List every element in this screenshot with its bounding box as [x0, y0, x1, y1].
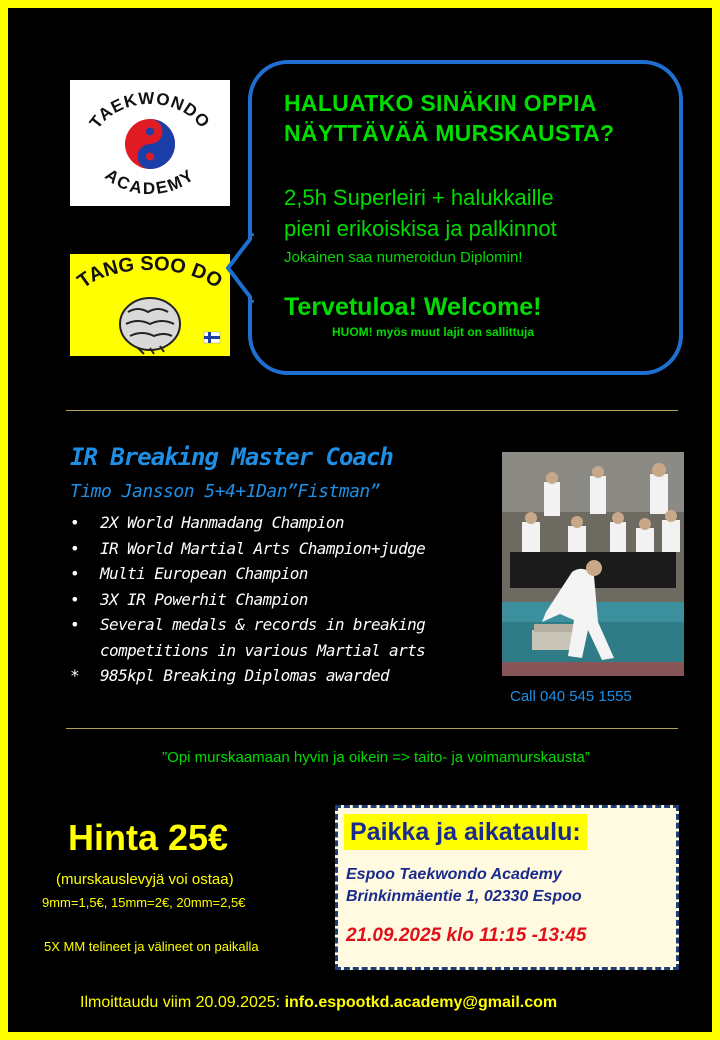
- coach-name: Timo Jansson 5+4+1Dan”Fistman”: [70, 481, 381, 502]
- list-item: [70, 638, 510, 664]
- other-styles-note: HUOM! myös muut lajit on sallittuja: [332, 325, 535, 339]
- headline-line-2: NÄYTTÄVÄÄ MURSKAUSTA?: [284, 120, 615, 146]
- logo-bottom-text: ACADEMY: [101, 165, 199, 199]
- list-item: [70, 510, 510, 536]
- divider-bottom: [66, 728, 678, 729]
- venue-name: Espoo Taekwondo Academy: [346, 866, 562, 883]
- achievement-text: Several medals & records in breaking: [100, 615, 426, 634]
- svg-text:ACADEMY: [102, 165, 199, 198]
- venue-address: Brinkinmäentie 1, 02330 Espoo: [346, 888, 582, 905]
- achievement-text: Multi European Champion: [100, 564, 308, 583]
- bullet: *: [70, 666, 80, 685]
- yin-yang-icon: [125, 119, 175, 169]
- bullet: •: [70, 564, 80, 583]
- achievement-text: 2X World Hanmadang Champion: [100, 513, 344, 532]
- registration-line: [80, 992, 557, 1014]
- achievement-text: 985kpl Breaking Diplomas awarded: [100, 666, 390, 685]
- list-item: [70, 587, 510, 613]
- camp-line-1: 2,5h Superleiri + halukkaille: [284, 185, 554, 210]
- list-item: [70, 612, 510, 638]
- coach-title: IR Breaking Master Coach: [70, 443, 393, 471]
- achievements-list: [70, 510, 510, 689]
- list-item: [70, 561, 510, 587]
- list-item: [70, 536, 510, 562]
- registration-email[interactable]: info.espootkd.academy@gmail.com: [284, 994, 558, 1011]
- divider-top: [66, 410, 678, 411]
- venue-title: Paikka ja aikataulu:: [344, 814, 587, 850]
- price-sub-note: (murskauslevyjä voi ostaa): [56, 871, 234, 888]
- breaking-photo: [502, 452, 684, 676]
- bullet: •: [70, 589, 80, 609]
- headline-line-1: HALUATKO SINÄKIN OPPIA: [284, 90, 597, 116]
- call-number: Call 040 545 1555: [510, 688, 632, 705]
- camp-line-2: pieni erikoiskisa ja palkinnot: [284, 216, 557, 241]
- bullet: •: [70, 538, 80, 558]
- equipment-note: 5X MM telineet ja välineet on paikalla: [44, 939, 259, 954]
- fist-icon: [120, 298, 180, 354]
- svg-text:TANG SOO DO: [73, 254, 226, 293]
- bullet: •: [70, 615, 80, 634]
- achievement-text: IR World Martial Arts Champion+judge: [100, 538, 426, 558]
- bubble-headline: [284, 88, 674, 148]
- registration-label: Ilmoittaudu viim 20.09.2025:: [80, 994, 285, 1011]
- price-label: Hinta 25€: [68, 817, 229, 858]
- welcome-text: Tervetuloa! Welcome!: [284, 293, 542, 321]
- achievement-text: 3X IR Powerhit Champion: [100, 589, 308, 609]
- camp-description: [284, 182, 674, 244]
- logo-top-text: TAEKWONDO: [85, 88, 214, 133]
- list-item: [70, 663, 510, 689]
- quote-text: ”Opi murskaamaan hyvin ja oikein => taito- ja voimamurskausta”: [162, 749, 590, 766]
- tang-soo-do-logo: [70, 254, 230, 356]
- diploma-note: Jokainen saa numeroidun Diplomin!: [284, 249, 523, 266]
- finnish-flag-icon: [204, 332, 220, 343]
- achievement-text: competitions in various Martial arts: [100, 640, 426, 660]
- event-datetime: 21.09.2025 klo 11:15 -13:45: [346, 925, 587, 946]
- bullet: •: [70, 513, 80, 532]
- board-prices: 9mm=1,5€, 15mm=2€, 20mm=2,5€: [42, 895, 246, 910]
- tang-soo-do-text: TANG SOO DO: [73, 254, 227, 293]
- bullet: [70, 638, 100, 664]
- taekwondo-academy-logo: [70, 80, 230, 206]
- speech-bubble-tail: [224, 228, 254, 308]
